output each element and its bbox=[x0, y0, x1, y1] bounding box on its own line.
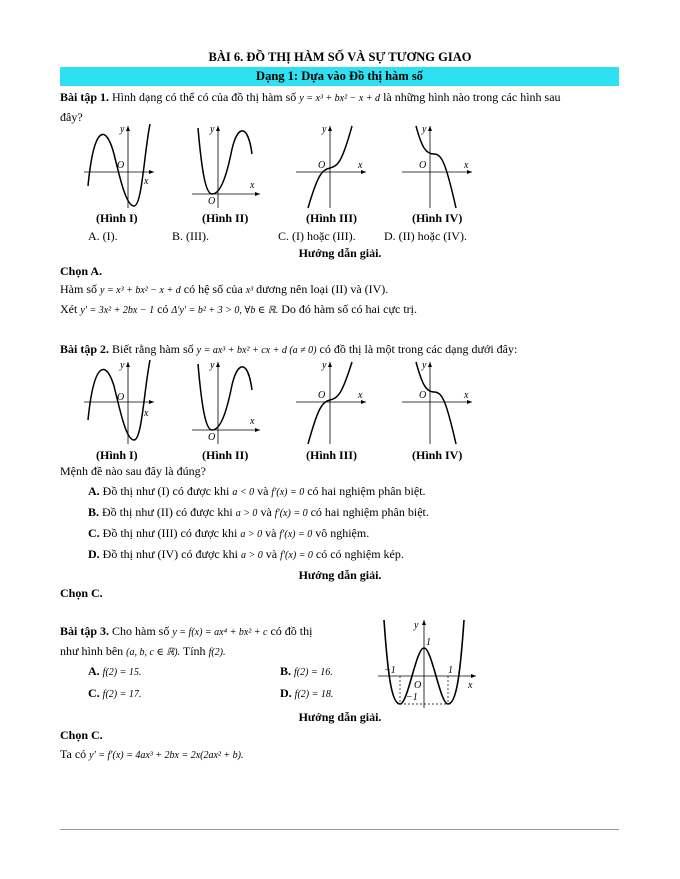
y-arrow bbox=[328, 362, 332, 367]
ex2-text-a: Biết rằng hàm số bbox=[112, 342, 194, 356]
o-label: O bbox=[208, 196, 216, 207]
ex3-graph bbox=[376, 618, 480, 710]
ex2-graph-4 bbox=[402, 360, 474, 446]
ex3-text-b: có đồ thị bbox=[270, 624, 313, 638]
ex3-sol-a: Ta có bbox=[60, 747, 87, 761]
x-label: x bbox=[250, 416, 255, 427]
ex3-option-d[interactable] bbox=[280, 686, 333, 701]
ex2-option-b-text: Đồ thị như (II) có được khi bbox=[102, 505, 233, 519]
ex2-option-b[interactable] bbox=[88, 505, 429, 520]
ex2-graph-3 bbox=[296, 360, 368, 446]
ex3-neg1-y-label: −1 bbox=[406, 692, 418, 703]
ex1-sol2-d: Δ′y′ = b² + 3 > 0, ∀b ∈ ℝ. bbox=[171, 305, 279, 316]
ex2-option-a[interactable] bbox=[88, 484, 426, 499]
ex2-question: Mệnh đề nào sau đây là đúng? bbox=[60, 464, 206, 478]
ex3-option-a[interactable] bbox=[88, 664, 141, 679]
ex3-cond: (a, b, c ∈ ℝ). bbox=[126, 647, 181, 658]
ex2-option-b-and: và bbox=[260, 505, 272, 519]
ex3-option-d-key: D. bbox=[280, 686, 292, 700]
ex2-option-d-cond1: a > 0 bbox=[241, 550, 263, 561]
ex1-sol2-a: Xét bbox=[60, 302, 78, 316]
y-arrow bbox=[422, 620, 426, 625]
ex2-option-d-text: Đồ thị như (IV) có được khi bbox=[102, 547, 238, 561]
x-arrow bbox=[255, 192, 260, 196]
ex2-option-a-end: có hai nghiệm phân biệt. bbox=[307, 484, 426, 498]
y-label: y bbox=[120, 360, 125, 371]
ex3-option-c-key: C. bbox=[88, 686, 100, 700]
o-label: O bbox=[117, 160, 125, 171]
y-label: y bbox=[322, 360, 327, 371]
y-label: y bbox=[422, 360, 427, 371]
ex3-x-label: x bbox=[468, 680, 473, 691]
o-label: O bbox=[318, 390, 326, 401]
y-arrow bbox=[126, 362, 130, 367]
ex2-caption-1: (Hình I) bbox=[96, 448, 138, 462]
ex1-label: Bài tập 1. bbox=[60, 90, 110, 104]
ex1-graph-4 bbox=[402, 124, 474, 210]
ex1-statement bbox=[60, 88, 620, 127]
page-title: BÀI 6. ĐỒ THỊ HÀM SỐ VÀ SỰ TƯƠNG GIAO bbox=[208, 50, 472, 64]
ex3-y-label: y bbox=[414, 620, 419, 631]
ex3-label: Bài tập 3. bbox=[60, 624, 110, 638]
ex1-sol2-b: có bbox=[157, 302, 169, 316]
ex1-formula: y = x³ + bx² − x + d bbox=[299, 93, 381, 104]
y-label: y bbox=[210, 360, 215, 371]
ex3-max-label: 1 bbox=[426, 637, 431, 648]
y-label: y bbox=[210, 124, 215, 135]
ex3-formula: y = f(x) = ax⁴ + bx² + c bbox=[172, 627, 268, 638]
ex1-graph-2 bbox=[190, 124, 262, 210]
ex2-option-d[interactable] bbox=[88, 547, 404, 562]
ex3-option-b-value: f(2) = 16. bbox=[294, 667, 333, 678]
ex1-sol1-b: có hệ số của bbox=[183, 282, 243, 296]
ex1-caption-4: (Hình IV) bbox=[412, 211, 463, 225]
x-arrow bbox=[149, 170, 154, 174]
ex3-option-c-value: f(2) = 17. bbox=[102, 689, 142, 700]
y-label: y bbox=[322, 124, 327, 135]
ex2-option-a-cond1: a < 0 bbox=[232, 487, 255, 498]
ex2-option-c-cond1: a > 0 bbox=[240, 529, 263, 540]
curve bbox=[198, 128, 252, 194]
y-arrow bbox=[428, 126, 432, 131]
ex1-solution-line-1 bbox=[60, 282, 388, 297]
o-label: O bbox=[318, 160, 326, 171]
ex2-graph-2 bbox=[190, 360, 262, 446]
ex1-sol2-c: Do đó hàm số có hai cực trị. bbox=[281, 302, 418, 316]
ex2-graph-1 bbox=[84, 360, 156, 446]
x-label: x bbox=[464, 390, 469, 401]
ex3-option-a-value: f(2) = 15. bbox=[102, 667, 142, 678]
ex1-sol2-f: y′ = 3x² + 2bx − 1 bbox=[80, 305, 155, 316]
ex3-ask: f(2). bbox=[208, 647, 226, 658]
ex1-graph-1 bbox=[84, 124, 156, 210]
ex1-caption-1: (Hình I) bbox=[96, 211, 138, 225]
ex3-statement-line-1 bbox=[60, 624, 312, 639]
ex2-option-a-cond2: f′(x) = 0 bbox=[271, 487, 305, 498]
ex2-option-c-and: và bbox=[265, 526, 277, 540]
ex2-caption-3: (Hình III) bbox=[306, 448, 358, 462]
curve bbox=[198, 364, 252, 430]
ex3-solution bbox=[60, 747, 244, 762]
ex2-option-c-cond2: f′(x) = 0 bbox=[279, 529, 313, 540]
ex1-text-b: là những hình nào trong các hình sau bbox=[383, 90, 561, 104]
o-label: O bbox=[117, 392, 125, 403]
ex2-option-d-end: có có nghiệm kép. bbox=[315, 547, 404, 561]
ex3-text-d: Tính bbox=[182, 644, 206, 658]
ex1-sol1-f: y = x³ + bx² − x + d bbox=[100, 285, 181, 296]
y-label: y bbox=[422, 124, 427, 135]
ex1-caption-2: (Hình II) bbox=[202, 211, 249, 225]
ex3-text-c: như hình bên bbox=[60, 644, 124, 658]
ex2-guide-heading: Hướng dẫn giải. bbox=[298, 568, 382, 582]
ex1-caption-3: (Hình III) bbox=[306, 211, 358, 225]
ex3-neg1-x-label: −1 bbox=[384, 665, 396, 676]
x-label: x bbox=[358, 390, 363, 401]
ex1-option-b[interactable]: B. (III). bbox=[172, 229, 209, 243]
ex2-option-c[interactable] bbox=[88, 526, 369, 541]
x-arrow bbox=[255, 428, 260, 432]
ex2-option-b-key: B. bbox=[88, 505, 100, 519]
ex1-text-c: đây? bbox=[60, 110, 83, 124]
ex2-option-a-and: và bbox=[257, 484, 269, 498]
y-arrow bbox=[216, 362, 220, 367]
x-label: x bbox=[358, 160, 363, 171]
ex3-guide-heading: Hướng dẫn giải. bbox=[298, 710, 382, 724]
y-arrow bbox=[216, 126, 220, 131]
ex2-option-b-cond2: f′(x) = 0 bbox=[274, 508, 308, 519]
ex3-option-b[interactable] bbox=[280, 664, 333, 679]
ex2-statement bbox=[60, 342, 517, 357]
ex3-option-a-key: A. bbox=[88, 664, 100, 678]
ex2-option-b-cond1: a > 0 bbox=[235, 508, 258, 519]
ex1-guide-heading: Hướng dẫn giải. bbox=[298, 246, 382, 260]
ex3-o-label: O bbox=[414, 680, 422, 691]
curve bbox=[416, 362, 456, 444]
ex1-sol1-a: Hàm số bbox=[60, 282, 97, 296]
ex1-sol1-x: x³ bbox=[245, 285, 254, 296]
ex3-1-x-label: 1 bbox=[448, 665, 453, 676]
x-arrow bbox=[471, 674, 476, 678]
y-arrow bbox=[428, 362, 432, 367]
x-label: x bbox=[250, 180, 255, 191]
ex1-option-d[interactable]: D. (II) hoặc (IV). bbox=[384, 229, 467, 243]
ex1-solution-line-2 bbox=[60, 302, 417, 317]
ex2-option-c-end: vô nghiệm. bbox=[315, 526, 370, 540]
ex2-option-a-text: Đồ thị như (I) có được khi bbox=[102, 484, 230, 498]
ex2-option-b-end: có hai nghiệm phân biệt. bbox=[310, 505, 429, 519]
ex3-text-a: Cho hàm số bbox=[112, 624, 170, 638]
ex2-caption-2: (Hình II) bbox=[202, 448, 249, 462]
footer-divider bbox=[60, 829, 619, 830]
ex1-option-a[interactable]: A. (I). bbox=[88, 229, 118, 243]
ex2-option-a-key: A. bbox=[88, 484, 100, 498]
ex1-text-a: Hình dạng có thể có của đồ thị hàm số bbox=[112, 90, 297, 104]
ex3-answer: Chọn C. bbox=[60, 728, 103, 742]
ex2-option-c-key: C. bbox=[88, 526, 100, 540]
ex1-option-c[interactable]: C. (I) hoặc (III). bbox=[278, 229, 356, 243]
ex2-answer: Chọn C. bbox=[60, 586, 103, 600]
ex2-option-d-and: và bbox=[265, 547, 278, 561]
ex1-sol1-c: dương nên loại (II) và (IV). bbox=[256, 282, 389, 296]
ex3-option-c[interactable] bbox=[88, 686, 141, 701]
ex2-option-c-text: Đồ thị như (III) có được khi bbox=[102, 526, 238, 540]
ex1-answer: Chọn A. bbox=[60, 264, 103, 278]
ex3-option-d-value: f(2) = 18. bbox=[294, 689, 334, 700]
o-label: O bbox=[419, 390, 427, 401]
y-arrow bbox=[126, 126, 130, 131]
x-arrow bbox=[149, 400, 154, 404]
y-label: y bbox=[120, 124, 125, 135]
ex2-text-b: có đồ thị là một trong các dạng dưới đây: bbox=[319, 342, 518, 356]
ex2-label: Bài tập 2. bbox=[60, 342, 110, 356]
y-arrow bbox=[328, 126, 332, 131]
o-label: O bbox=[419, 160, 427, 171]
ex2-option-d-key: D. bbox=[88, 547, 100, 561]
x-label: x bbox=[144, 176, 149, 187]
ex3-sol-f: y′ = f′(x) = 4ax³ + 2bx = 2x(2ax² + b). bbox=[89, 750, 244, 761]
ex2-caption-4: (Hình IV) bbox=[412, 448, 463, 462]
ex1-graph-3 bbox=[296, 124, 368, 210]
x-label: x bbox=[144, 408, 149, 419]
x-label: x bbox=[464, 160, 469, 171]
section-banner: Dạng 1: Dựa vào Đồ thị hàm số bbox=[60, 67, 619, 86]
o-label: O bbox=[208, 432, 216, 443]
ex2-option-d-cond2: f′(x) = 0 bbox=[280, 550, 313, 561]
ex3-statement-line-2 bbox=[60, 644, 226, 659]
ex2-formula: y = ax³ + bx² + cx + d (a ≠ 0) bbox=[196, 345, 317, 356]
ex3-option-b-key: B. bbox=[280, 664, 292, 678]
